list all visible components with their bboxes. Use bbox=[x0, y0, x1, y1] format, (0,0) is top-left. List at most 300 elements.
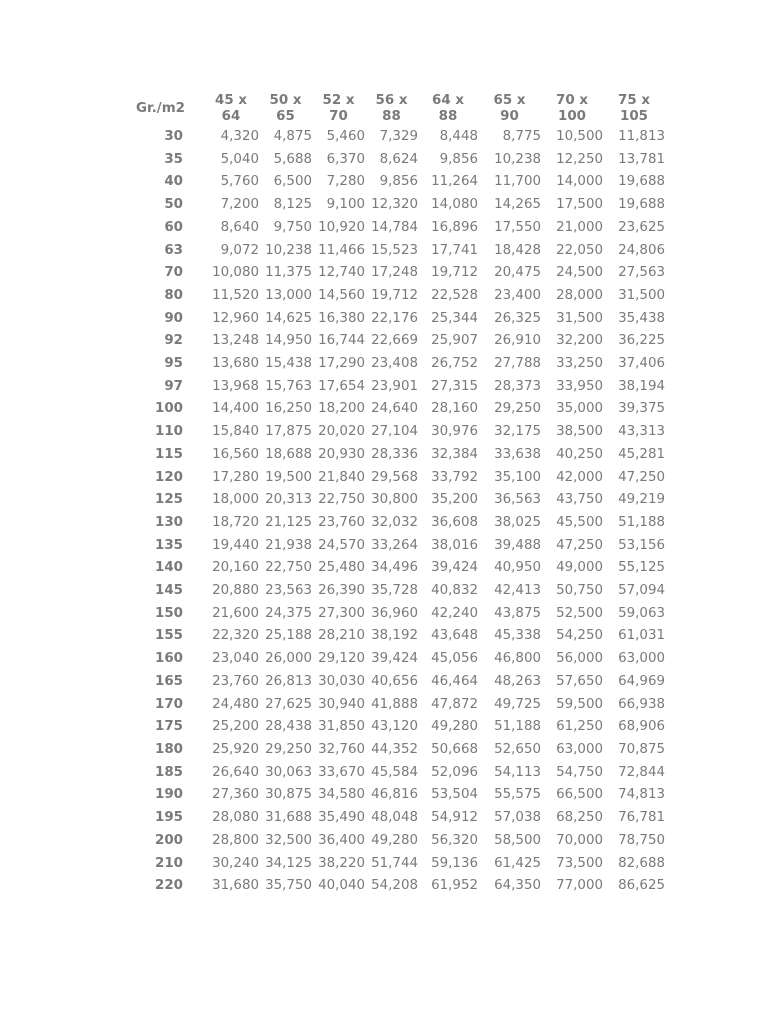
value-cell: 56,000 bbox=[556, 651, 603, 667]
value-cell: 17,654 bbox=[318, 378, 365, 394]
table-row bbox=[120, 398, 665, 421]
table-row bbox=[120, 467, 665, 490]
value-cell: 9,856 bbox=[439, 151, 478, 167]
value-cell: 9,100 bbox=[326, 197, 365, 213]
value-cell: 4,875 bbox=[273, 129, 312, 144]
value-cell: 50,750 bbox=[556, 583, 603, 599]
value-cell: 23,400 bbox=[494, 287, 541, 303]
value-cell: 32,032 bbox=[371, 514, 418, 530]
grammage-cell: 170 bbox=[155, 696, 183, 712]
value-cell: 10,920 bbox=[318, 219, 365, 235]
grammage-column-header: Gr./m2 bbox=[136, 101, 185, 116]
value-cell: 30,240 bbox=[212, 855, 259, 871]
value-cell: 53,504 bbox=[431, 787, 478, 803]
table-row bbox=[120, 126, 665, 149]
value-cell: 61,425 bbox=[494, 855, 541, 871]
value-cell: 38,194 bbox=[618, 378, 665, 394]
value-cell: 36,960 bbox=[371, 605, 418, 621]
table-row bbox=[120, 262, 665, 285]
value-cell: 61,952 bbox=[431, 878, 478, 894]
value-cell: 54,750 bbox=[556, 764, 603, 780]
value-cell: 27,300 bbox=[318, 605, 365, 621]
value-cell: 26,813 bbox=[265, 673, 312, 689]
value-cell: 31,680 bbox=[212, 878, 259, 894]
value-cell: 39,488 bbox=[494, 537, 541, 553]
value-cell: 50,668 bbox=[431, 741, 478, 757]
value-cell: 29,568 bbox=[371, 469, 418, 485]
value-cell: 27,104 bbox=[371, 424, 418, 440]
value-cell: 54,208 bbox=[371, 878, 418, 894]
value-cell: 42,413 bbox=[494, 583, 541, 599]
value-cell: 23,760 bbox=[212, 673, 259, 689]
value-cell: 63,000 bbox=[556, 741, 603, 757]
value-cell: 12,740 bbox=[318, 265, 365, 281]
value-cell: 33,792 bbox=[431, 469, 478, 485]
value-cell: 18,000 bbox=[212, 492, 259, 508]
value-cell: 16,560 bbox=[212, 446, 259, 462]
size-column-header bbox=[418, 92, 478, 126]
value-cell: 86,625 bbox=[618, 878, 665, 894]
value-cell: 13,000 bbox=[265, 287, 312, 303]
value-cell: 70,000 bbox=[556, 832, 603, 848]
value-cell: 35,000 bbox=[556, 401, 603, 417]
value-cell: 34,580 bbox=[318, 787, 365, 803]
value-cell: 54,113 bbox=[494, 764, 541, 780]
size-column-header-line: 90 bbox=[500, 109, 519, 124]
grammage-cell: 210 bbox=[155, 855, 183, 871]
grammage-cell: 145 bbox=[155, 583, 183, 599]
grammage-cell: 97 bbox=[164, 378, 183, 394]
value-cell: 35,200 bbox=[431, 492, 478, 508]
value-cell: 36,563 bbox=[494, 492, 541, 508]
size-column-header-line: 88 bbox=[438, 109, 458, 124]
value-cell: 47,250 bbox=[618, 469, 665, 485]
grammage-cell: 92 bbox=[164, 333, 183, 349]
value-cell: 32,384 bbox=[431, 446, 478, 462]
value-cell: 20,313 bbox=[265, 492, 312, 508]
value-cell: 77,000 bbox=[556, 878, 603, 894]
value-cell: 11,466 bbox=[318, 242, 365, 258]
value-cell: 23,408 bbox=[371, 356, 418, 372]
value-cell: 54,250 bbox=[556, 628, 603, 644]
value-cell: 37,406 bbox=[618, 356, 665, 372]
value-cell: 49,280 bbox=[371, 832, 418, 848]
grammage-cell: 125 bbox=[155, 492, 183, 508]
value-cell: 33,250 bbox=[556, 356, 603, 372]
value-cell: 51,188 bbox=[494, 719, 541, 735]
value-cell: 7,329 bbox=[379, 129, 418, 144]
value-cell: 53,156 bbox=[618, 537, 665, 553]
grammage-cell: 200 bbox=[155, 832, 183, 848]
value-cell: 17,741 bbox=[431, 242, 478, 258]
value-cell: 31,500 bbox=[556, 310, 603, 326]
value-cell: 31,688 bbox=[265, 810, 312, 826]
value-cell: 15,523 bbox=[371, 242, 418, 258]
weight-table bbox=[120, 92, 665, 898]
value-cell: 22,669 bbox=[371, 333, 418, 349]
size-column-header-line: 50 x bbox=[269, 93, 302, 108]
value-cell: 44,352 bbox=[371, 741, 418, 757]
value-cell: 32,200 bbox=[556, 333, 603, 349]
table-row bbox=[120, 194, 665, 217]
size-column-header-line: 64 bbox=[221, 109, 241, 124]
value-cell: 46,464 bbox=[431, 673, 478, 689]
value-cell: 66,938 bbox=[618, 696, 665, 712]
size-column-header-line: 65 x bbox=[493, 93, 526, 108]
value-cell: 38,500 bbox=[556, 424, 603, 440]
value-cell: 4,320 bbox=[220, 129, 259, 144]
table-row bbox=[120, 149, 665, 172]
value-cell: 28,080 bbox=[212, 810, 259, 826]
value-cell: 25,200 bbox=[212, 719, 259, 735]
value-cell: 30,940 bbox=[318, 696, 365, 712]
value-cell: 19,712 bbox=[371, 287, 418, 303]
value-cell: 27,360 bbox=[212, 787, 259, 803]
value-cell: 28,800 bbox=[212, 832, 259, 848]
table-row bbox=[120, 285, 665, 308]
value-cell: 28,000 bbox=[556, 287, 603, 303]
value-cell: 23,901 bbox=[371, 378, 418, 394]
value-cell: 20,475 bbox=[494, 265, 541, 281]
size-column-header bbox=[312, 92, 365, 126]
value-cell: 14,625 bbox=[265, 310, 312, 326]
value-cell: 33,638 bbox=[494, 446, 541, 462]
value-cell: 5,760 bbox=[220, 174, 259, 190]
value-cell: 42,000 bbox=[556, 469, 603, 485]
value-cell: 21,600 bbox=[212, 605, 259, 621]
value-cell: 17,500 bbox=[556, 197, 603, 213]
value-cell: 76,781 bbox=[618, 810, 665, 826]
value-cell: 48,263 bbox=[494, 673, 541, 689]
value-cell: 26,325 bbox=[494, 310, 541, 326]
size-column-header-line: 52 x bbox=[322, 93, 355, 108]
size-column-header-line: 70 x bbox=[556, 93, 588, 108]
grammage-cell: 35 bbox=[164, 151, 183, 167]
value-cell: 8,775 bbox=[502, 129, 541, 144]
value-cell: 20,930 bbox=[318, 446, 365, 462]
value-cell: 43,875 bbox=[494, 605, 541, 621]
value-cell: 25,344 bbox=[431, 310, 478, 326]
grammage-cell: 155 bbox=[155, 628, 183, 644]
value-cell: 10,238 bbox=[494, 151, 541, 167]
value-cell: 26,000 bbox=[265, 651, 312, 667]
value-cell: 13,781 bbox=[618, 151, 665, 167]
value-cell: 11,700 bbox=[494, 174, 541, 190]
value-cell: 47,250 bbox=[556, 537, 603, 553]
value-cell: 23,625 bbox=[618, 219, 665, 235]
value-cell: 49,219 bbox=[618, 492, 665, 508]
value-cell: 63,000 bbox=[618, 651, 665, 667]
value-cell: 55,575 bbox=[494, 787, 541, 803]
value-cell: 34,496 bbox=[371, 560, 418, 576]
value-cell: 73,500 bbox=[556, 855, 603, 871]
value-cell: 28,438 bbox=[265, 719, 312, 735]
value-cell: 19,440 bbox=[212, 537, 259, 553]
value-cell: 18,428 bbox=[494, 242, 541, 258]
value-cell: 16,380 bbox=[318, 310, 365, 326]
value-cell: 48,048 bbox=[371, 810, 418, 826]
value-cell: 28,336 bbox=[371, 446, 418, 462]
grammage-cell: 50 bbox=[164, 197, 183, 213]
value-cell: 51,188 bbox=[618, 514, 665, 530]
table-row bbox=[120, 739, 665, 762]
value-cell: 38,025 bbox=[494, 514, 541, 530]
value-cell: 25,920 bbox=[212, 741, 259, 757]
size-column-header bbox=[478, 92, 541, 126]
value-cell: 49,000 bbox=[556, 560, 603, 576]
value-cell: 19,688 bbox=[618, 174, 665, 190]
value-cell: 26,390 bbox=[318, 583, 365, 599]
table-row bbox=[120, 330, 665, 353]
value-cell: 9,856 bbox=[379, 174, 418, 190]
size-column-header-line: 45 x bbox=[215, 93, 247, 108]
value-cell: 6,500 bbox=[273, 174, 312, 190]
value-cell: 7,200 bbox=[220, 197, 259, 213]
value-cell: 15,438 bbox=[265, 356, 312, 372]
value-cell: 59,063 bbox=[618, 605, 665, 621]
value-cell: 52,500 bbox=[556, 605, 603, 621]
table-row bbox=[120, 240, 665, 263]
grammage-cell: 150 bbox=[155, 605, 183, 621]
value-cell: 45,056 bbox=[431, 651, 478, 667]
table-body bbox=[120, 126, 665, 898]
grammage-cell: 180 bbox=[155, 741, 183, 757]
value-cell: 17,280 bbox=[212, 469, 259, 485]
value-cell: 22,176 bbox=[371, 310, 418, 326]
value-cell: 35,728 bbox=[371, 583, 418, 599]
value-cell: 39,424 bbox=[371, 651, 418, 667]
value-cell: 30,875 bbox=[265, 787, 312, 803]
value-cell: 61,031 bbox=[618, 628, 665, 644]
value-cell: 38,220 bbox=[318, 855, 365, 871]
value-cell: 22,050 bbox=[556, 242, 603, 258]
value-cell: 33,264 bbox=[371, 537, 418, 553]
value-cell: 10,080 bbox=[212, 265, 259, 281]
size-column-header bbox=[203, 92, 259, 126]
value-cell: 64,969 bbox=[618, 673, 665, 689]
grammage-cell: 30 bbox=[164, 129, 183, 144]
table-row bbox=[120, 217, 665, 240]
value-cell: 21,840 bbox=[318, 469, 365, 485]
size-column-header-line: 65 bbox=[276, 109, 295, 124]
value-cell: 19,500 bbox=[265, 469, 312, 485]
value-cell: 24,500 bbox=[556, 265, 603, 281]
size-column-header bbox=[541, 92, 603, 126]
value-cell: 57,650 bbox=[556, 673, 603, 689]
value-cell: 57,094 bbox=[618, 583, 665, 599]
value-cell: 17,875 bbox=[265, 424, 312, 440]
value-cell: 26,910 bbox=[494, 333, 541, 349]
value-cell: 45,584 bbox=[371, 764, 418, 780]
value-cell: 11,520 bbox=[212, 287, 259, 303]
value-cell: 51,744 bbox=[371, 855, 418, 871]
grammage-cell: 160 bbox=[155, 651, 183, 667]
value-cell: 9,072 bbox=[220, 242, 259, 258]
grammage-cell: 130 bbox=[155, 514, 183, 530]
value-cell: 25,480 bbox=[318, 560, 365, 576]
value-cell: 28,210 bbox=[318, 628, 365, 644]
value-cell: 7,280 bbox=[326, 174, 365, 190]
value-cell: 43,648 bbox=[431, 628, 478, 644]
value-cell: 66,500 bbox=[556, 787, 603, 803]
table-row bbox=[120, 830, 665, 853]
value-cell: 56,320 bbox=[431, 832, 478, 848]
value-cell: 24,640 bbox=[371, 401, 418, 417]
grammage-cell: 63 bbox=[164, 242, 183, 258]
table-row bbox=[120, 625, 665, 648]
value-cell: 33,670 bbox=[318, 764, 365, 780]
grammage-cell: 40 bbox=[164, 174, 183, 190]
table-row bbox=[120, 648, 665, 671]
table-row bbox=[120, 376, 665, 399]
table-row bbox=[120, 421, 665, 444]
value-cell: 18,688 bbox=[265, 446, 312, 462]
table-row bbox=[120, 853, 665, 876]
value-cell: 43,313 bbox=[618, 424, 665, 440]
value-cell: 36,225 bbox=[618, 333, 665, 349]
value-cell: 14,080 bbox=[431, 197, 478, 213]
value-cell: 38,016 bbox=[431, 537, 478, 553]
value-cell: 16,250 bbox=[265, 401, 312, 417]
value-cell: 33,950 bbox=[556, 378, 603, 394]
value-cell: 43,120 bbox=[371, 719, 418, 735]
value-cell: 14,000 bbox=[556, 174, 603, 190]
value-cell: 15,840 bbox=[212, 424, 259, 440]
size-column-header-line: 56 x bbox=[375, 93, 408, 108]
value-cell: 28,373 bbox=[494, 378, 541, 394]
value-cell: 82,688 bbox=[618, 855, 665, 871]
value-cell: 40,950 bbox=[494, 560, 541, 576]
grammage-cell: 100 bbox=[155, 401, 183, 417]
grammage-cell: 70 bbox=[164, 265, 183, 281]
value-cell: 49,280 bbox=[431, 719, 478, 735]
value-cell: 15,763 bbox=[265, 378, 312, 394]
value-cell: 61,250 bbox=[556, 719, 603, 735]
value-cell: 31,500 bbox=[618, 287, 665, 303]
value-cell: 20,880 bbox=[212, 583, 259, 599]
value-cell: 46,800 bbox=[494, 651, 541, 667]
value-cell: 19,712 bbox=[431, 265, 478, 281]
value-cell: 29,120 bbox=[318, 651, 365, 667]
value-cell: 47,872 bbox=[431, 696, 478, 712]
value-cell: 58,500 bbox=[494, 832, 541, 848]
table-row bbox=[120, 512, 665, 535]
value-cell: 59,136 bbox=[431, 855, 478, 871]
value-cell: 22,320 bbox=[212, 628, 259, 644]
value-cell: 35,750 bbox=[265, 878, 312, 894]
table-row bbox=[120, 535, 665, 558]
value-cell: 11,264 bbox=[431, 174, 478, 190]
value-cell: 35,100 bbox=[494, 469, 541, 485]
value-cell: 26,752 bbox=[431, 356, 478, 372]
value-cell: 30,800 bbox=[371, 492, 418, 508]
table-row bbox=[120, 807, 665, 830]
value-cell: 16,744 bbox=[318, 333, 365, 349]
value-cell: 68,250 bbox=[556, 810, 603, 826]
table-row bbox=[120, 557, 665, 580]
table-row bbox=[120, 671, 665, 694]
value-cell: 22,750 bbox=[265, 560, 312, 576]
value-cell: 59,500 bbox=[556, 696, 603, 712]
table-row bbox=[120, 489, 665, 512]
value-cell: 30,976 bbox=[431, 424, 478, 440]
value-cell: 20,020 bbox=[318, 424, 365, 440]
value-cell: 24,375 bbox=[265, 605, 312, 621]
value-cell: 24,480 bbox=[212, 696, 259, 712]
grammage-cell: 185 bbox=[155, 764, 183, 780]
value-cell: 25,907 bbox=[431, 333, 478, 349]
size-column-header bbox=[603, 92, 665, 126]
value-cell: 8,624 bbox=[379, 151, 418, 167]
table-header bbox=[120, 92, 665, 126]
value-cell: 13,680 bbox=[212, 356, 259, 372]
value-cell: 8,448 bbox=[439, 129, 478, 144]
value-cell: 31,850 bbox=[318, 719, 365, 735]
value-cell: 23,563 bbox=[265, 583, 312, 599]
value-cell: 24,570 bbox=[318, 537, 365, 553]
value-cell: 21,938 bbox=[265, 537, 312, 553]
value-cell: 41,888 bbox=[371, 696, 418, 712]
grammage-cell: 175 bbox=[155, 719, 183, 735]
grammage-cell: 95 bbox=[164, 356, 183, 372]
table-row bbox=[120, 762, 665, 785]
value-cell: 12,250 bbox=[556, 151, 603, 167]
grammage-cell: 115 bbox=[155, 446, 183, 462]
size-column-header bbox=[259, 92, 312, 126]
size-column-header-line: 100 bbox=[558, 109, 586, 124]
size-column-header-line: 88 bbox=[382, 109, 401, 124]
value-cell: 14,400 bbox=[212, 401, 259, 417]
grammage-cell: 110 bbox=[155, 424, 183, 440]
value-cell: 24,806 bbox=[618, 242, 665, 258]
value-cell: 14,950 bbox=[265, 333, 312, 349]
size-column-header-line: 64 x bbox=[432, 93, 464, 108]
value-cell: 29,250 bbox=[494, 401, 541, 417]
value-cell: 11,813 bbox=[618, 129, 665, 144]
value-cell: 34,125 bbox=[265, 855, 312, 871]
value-cell: 38,192 bbox=[371, 628, 418, 644]
value-cell: 22,750 bbox=[318, 492, 365, 508]
value-cell: 32,760 bbox=[318, 741, 365, 757]
grammage-cell: 165 bbox=[155, 673, 183, 689]
value-cell: 35,490 bbox=[318, 810, 365, 826]
header-row bbox=[120, 92, 665, 126]
value-cell: 21,000 bbox=[556, 219, 603, 235]
value-cell: 14,784 bbox=[371, 219, 418, 235]
value-cell: 64,350 bbox=[494, 878, 541, 894]
value-cell: 70,875 bbox=[618, 741, 665, 757]
grammage-cell: 190 bbox=[155, 787, 183, 803]
value-cell: 14,265 bbox=[494, 197, 541, 213]
grammage-cell: 135 bbox=[155, 537, 183, 553]
size-column-header-line: 75 x bbox=[618, 93, 650, 108]
value-cell: 16,896 bbox=[431, 219, 478, 235]
table-row bbox=[120, 716, 665, 739]
value-cell: 30,063 bbox=[265, 764, 312, 780]
value-cell: 19,688 bbox=[618, 197, 665, 213]
value-cell: 54,912 bbox=[431, 810, 478, 826]
value-cell: 23,760 bbox=[318, 514, 365, 530]
value-cell: 9,750 bbox=[273, 219, 312, 235]
value-cell: 30,030 bbox=[318, 673, 365, 689]
value-cell: 40,250 bbox=[556, 446, 603, 462]
table-row bbox=[120, 353, 665, 376]
grammage-cell: 195 bbox=[155, 810, 183, 826]
value-cell: 68,906 bbox=[618, 719, 665, 735]
value-cell: 40,040 bbox=[318, 878, 365, 894]
value-cell: 6,370 bbox=[326, 151, 365, 167]
value-cell: 36,608 bbox=[431, 514, 478, 530]
